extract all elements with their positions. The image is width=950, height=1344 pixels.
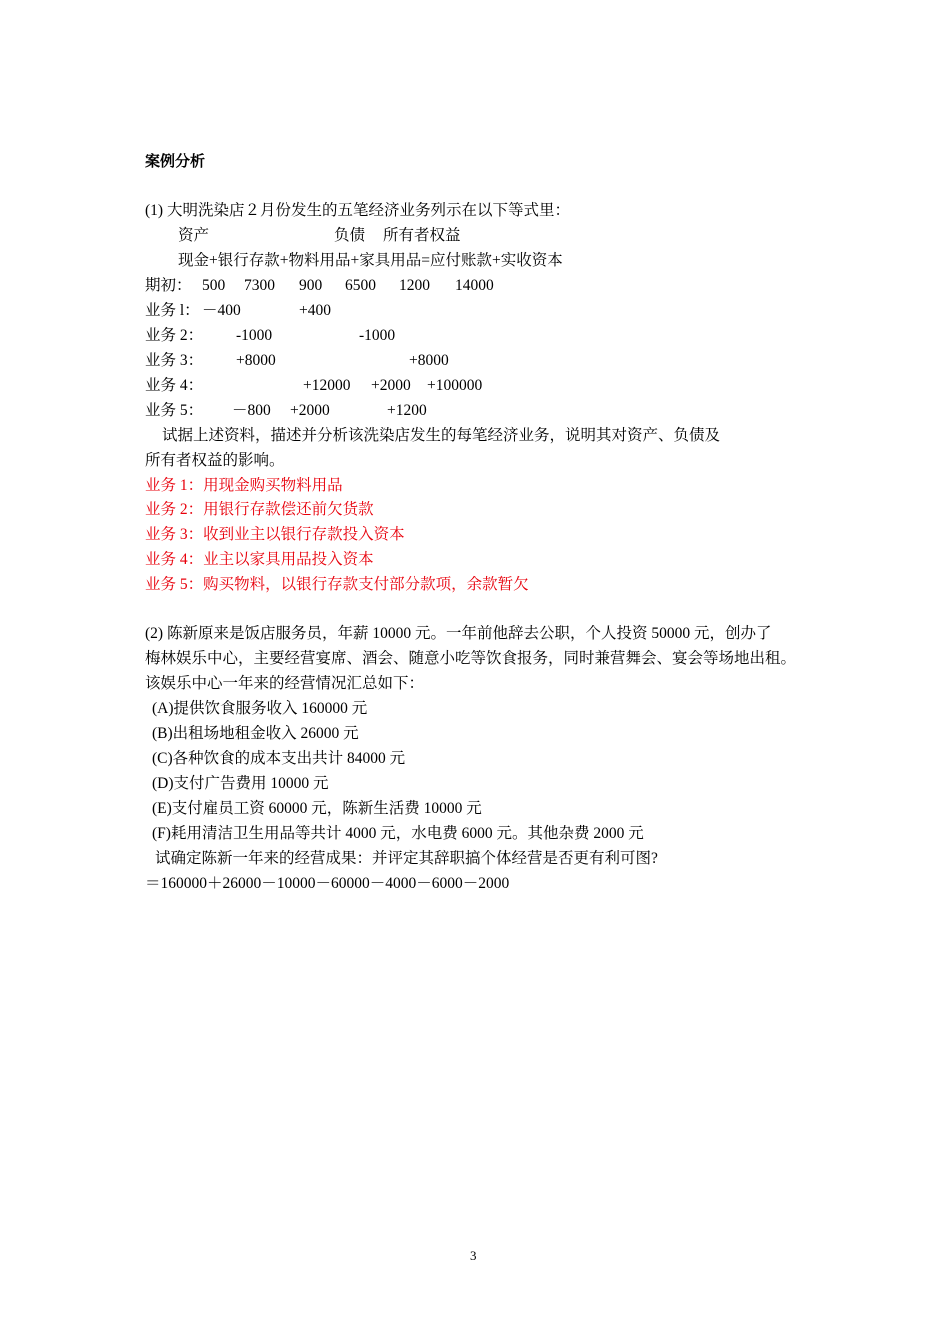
t2-bank-deposit: -1000 bbox=[236, 327, 273, 344]
t5-supplies: +2000 bbox=[290, 402, 330, 419]
t3-capital: +8000 bbox=[409, 352, 449, 369]
header-liability: 负债 bbox=[334, 227, 366, 244]
case2-intro-line1: (2) 陈新原来是饭店服务员，年薪 10000 元。一年前他辞去公职，个人投资 50000 元，创办了 bbox=[145, 625, 772, 642]
case2-item-c: (C)各种饮食的成本支出共计 84000 元 bbox=[152, 750, 406, 767]
case2-intro-line2: 梅林娱乐中心，主要经营宴席、酒会、随意小吃等饮食报务，同时兼营舞会、宴会等场地出租。 bbox=[145, 650, 797, 667]
case2-formula: ＝160000＋26000－10000－60000－4000－6000－2000 bbox=[145, 875, 510, 892]
header-equity: 所有者权益 bbox=[383, 227, 461, 244]
row-label-transaction-2: 业务 2： bbox=[145, 327, 204, 344]
case2-item-a: (A)提供饮食服务收入 160000 元 bbox=[152, 700, 368, 717]
opening-supplies: 900 bbox=[299, 277, 323, 294]
case2-item-e: (E)支付雇员工资 60000 元，陈新生活费 10000 元 bbox=[152, 800, 482, 817]
opening-cash: 500 bbox=[202, 277, 226, 294]
section-title: 案例分析 bbox=[145, 152, 206, 170]
t5-bank-deposit: －800 bbox=[232, 402, 271, 419]
answer-transaction-5: 业务 5：购买物料，以银行存款支付部分款项，余款暂欠 bbox=[145, 576, 529, 593]
row-label-transaction-5: 业务 5： bbox=[145, 402, 204, 419]
opening-payables: 1200 bbox=[399, 277, 430, 294]
opening-furniture: 6500 bbox=[345, 277, 376, 294]
row-label-transaction-1: 业务 l： bbox=[145, 302, 200, 319]
page-number: 3 bbox=[470, 1248, 477, 1263]
case2-item-f: (F)耗用清洁卫生用品等共计 4000 元，水电费 6000 元。其他杂费 2000 元 bbox=[152, 825, 644, 842]
row-label-transaction-4: 业务 4： bbox=[145, 377, 204, 394]
case1-question-line2: 所有者权益的影响。 bbox=[145, 452, 285, 469]
t1-cash: －400 bbox=[202, 302, 241, 319]
header-asset: 资产 bbox=[178, 227, 210, 244]
row-label-transaction-3: 业务 3： bbox=[145, 352, 204, 369]
answer-transaction-3: 业务 3：收到业主以银行存款投入资本 bbox=[145, 526, 405, 543]
answer-transaction-4: 业务 4：业主以家具用品投入资本 bbox=[145, 551, 374, 568]
opening-capital: 14000 bbox=[455, 277, 494, 294]
case2-intro-line3: 该娱乐中心一年来的经营情况汇总如下： bbox=[145, 675, 425, 692]
answer-transaction-2: 业务 2：用银行存款偿还前欠货款 bbox=[145, 501, 374, 518]
t1-supplies: +400 bbox=[299, 302, 331, 319]
t5-payables: +1200 bbox=[387, 402, 427, 419]
case1-intro: (1) 大明洗染店２月份发生的五笔经济业务列示在以下等式里： bbox=[145, 202, 570, 219]
case2-item-d: (D)支付广告费用 10000 元 bbox=[152, 775, 329, 792]
case1-question-line1: 试据上述资料，描述并分析该洗染店发生的每笔经济业务，说明其对资产、负债及 bbox=[162, 427, 721, 444]
t3-bank-deposit: +8000 bbox=[236, 352, 276, 369]
case2-item-b: (B)出租场地租金收入 26000 元 bbox=[152, 725, 359, 742]
row-label-opening: 期初： bbox=[145, 277, 192, 294]
t4-payables: +2000 bbox=[371, 377, 411, 394]
t2-payables: -1000 bbox=[359, 327, 396, 344]
case2-question: 试确定陈新一年来的经营成果：并评定其辞职搞个体经营是否更有利可图? bbox=[155, 850, 658, 867]
t4-furniture: +12000 bbox=[303, 377, 351, 394]
t4-capital: +100000 bbox=[427, 377, 483, 394]
opening-bank-deposit: 7300 bbox=[244, 277, 275, 294]
answer-transaction-1: 业务 1：用现金购买物料用品 bbox=[145, 477, 343, 494]
accounting-equation: 现金+银行存款+物料用品+家具用品=应付账款+实收资本 bbox=[178, 252, 563, 269]
